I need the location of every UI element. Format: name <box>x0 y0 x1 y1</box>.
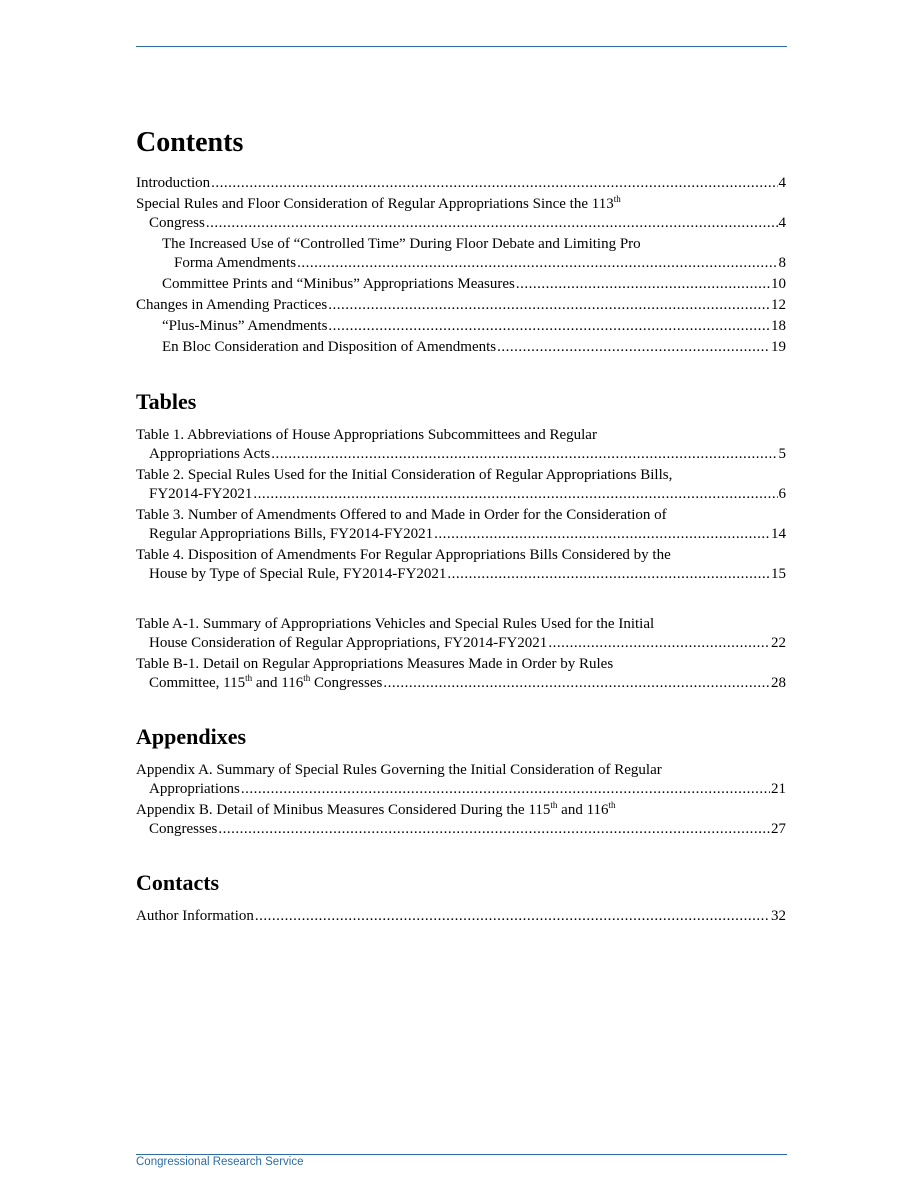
entry-page: 10 <box>771 276 786 292</box>
entry-page: 32 <box>771 908 786 924</box>
entry-title-cont: Forma Amendments <box>174 255 297 271</box>
title-part: Appendix B. Detail of Minibus Measures Considered During the 115 <box>136 802 551 818</box>
entry-title: Appendix A. Summary of Special Rules Governing the Initial Consideration of Regular <box>136 762 662 778</box>
contents-section <box>136 126 786 357</box>
entry-page: 5 <box>778 446 786 462</box>
entry-title-cont: Appropriations <box>149 781 240 797</box>
dot-leader <box>516 275 770 294</box>
entry-page: 28 <box>771 675 786 691</box>
dot-leader <box>211 174 777 193</box>
entry-title-cont: House Consideration of Regular Appropriations, FY2014-FY2021 <box>149 635 548 651</box>
entry-page: 8 <box>778 255 786 271</box>
entry-title: Table 3. Number of Amendments Offered to and Made in Order for the Consideration of <box>136 507 667 523</box>
entry-page: 15 <box>771 566 786 582</box>
footer-rule <box>136 1154 787 1155</box>
spacer <box>136 359 786 388</box>
dot-leader <box>218 820 770 839</box>
title-part: Committee, 115 <box>149 675 246 691</box>
entry-title-cont: Congress <box>149 215 205 231</box>
toc-entry-author-information[interactable] <box>136 907 786 926</box>
entry-title: Changes in Amending Practices <box>136 297 328 313</box>
dot-leader <box>241 780 770 799</box>
toc-entry-committee-prints[interactable] <box>136 275 786 294</box>
dot-leader <box>447 565 770 584</box>
superscript: th <box>613 194 621 204</box>
entry-title-cont: Regular Appropriations Bills, FY2014-FY2021 <box>149 526 434 542</box>
entry-page: 12 <box>771 297 786 313</box>
toc-entry-controlled-time[interactable] <box>136 235 786 273</box>
appendixes-section <box>136 723 786 839</box>
superscript: th <box>303 673 311 683</box>
entry-title: Table 4. Disposition of Amendments For Regular Appropriations Bills Considered by the <box>136 547 671 563</box>
appendixes-heading: Appendixes <box>136 724 247 749</box>
toc-entry-table-1[interactable] <box>136 426 786 464</box>
entry-page: 27 <box>771 821 786 837</box>
title-part: Congresses <box>310 675 383 691</box>
tables-section <box>136 388 786 693</box>
superscript: th <box>245 673 253 683</box>
toc-entry-amending-practices[interactable] <box>136 296 786 315</box>
contacts-section <box>136 869 786 926</box>
entry-page: 18 <box>771 318 786 334</box>
entry-title: Table 1. Abbreviations of House Appropriations Subcommittees and Regular <box>136 427 597 443</box>
entry-title: Committee Prints and “Minibus” Appropriations Measures <box>162 276 515 292</box>
tables-heading: Tables <box>136 389 197 414</box>
toc-entry-table-4[interactable] <box>136 546 786 584</box>
header-rule <box>136 46 787 47</box>
toc-entry-appendix-b[interactable] <box>136 801 786 839</box>
dot-leader <box>297 254 777 273</box>
entry-title-cont: Appropriations Acts <box>149 446 271 462</box>
entry-title: The Increased Use of “Controlled Time” During Floor Debate and Limiting Pro <box>162 236 641 252</box>
toc-entry-plus-minus[interactable] <box>136 317 786 336</box>
entry-page: 4 <box>778 175 786 191</box>
entry-page: 22 <box>771 635 786 651</box>
spacer <box>136 695 786 723</box>
entry-title <box>136 801 786 820</box>
toc-entry-table-b1[interactable] <box>136 655 786 693</box>
entry-title-cont: FY2014-FY2021 <box>149 486 253 502</box>
dot-leader <box>383 674 770 693</box>
dot-leader <box>497 338 770 357</box>
toc-entry-table-a1[interactable] <box>136 615 786 653</box>
table-of-contents <box>136 126 786 928</box>
entry-title: En Bloc Consideration and Disposition of Amendments <box>162 339 497 355</box>
contents-heading: Contents <box>136 127 244 158</box>
superscript: th <box>550 800 558 810</box>
title-part: and 116 <box>557 802 609 818</box>
dot-leader <box>206 214 778 233</box>
toc-entry-table-2[interactable] <box>136 466 786 504</box>
entry-page: 14 <box>771 526 786 542</box>
entry-page: 6 <box>778 486 786 502</box>
toc-entry-introduction[interactable] <box>136 174 786 193</box>
dot-leader <box>548 634 770 653</box>
toc-entry-en-bloc[interactable] <box>136 338 786 357</box>
toc-entry-special-rules[interactable] <box>136 195 786 233</box>
entry-title: Introduction <box>136 175 211 191</box>
dot-leader <box>434 525 770 544</box>
entry-title-cont: House by Type of Special Rule, FY2014-FY2021 <box>149 566 447 582</box>
entry-title-cont: Congresses <box>149 821 218 837</box>
title-part: and 116 <box>252 675 304 691</box>
dot-leader <box>328 296 770 315</box>
dot-leader <box>255 907 770 926</box>
entry-page: 19 <box>771 339 786 355</box>
entry-title: Table 2. Special Rules Used for the Initial Consideration of Regular Appropriations Bills, <box>136 467 673 483</box>
dot-leader <box>328 317 770 336</box>
dot-leader <box>271 445 777 464</box>
contacts-heading: Contacts <box>136 870 220 895</box>
entry-title: Author Information <box>136 908 254 924</box>
footer-label: Congressional Research Service <box>136 1156 304 1168</box>
dot-leader <box>253 485 777 504</box>
entry-page: 21 <box>771 781 786 797</box>
entry-page: 4 <box>778 215 786 231</box>
toc-entry-appendix-a[interactable] <box>136 761 786 799</box>
spacer <box>136 586 786 615</box>
toc-entry-table-3[interactable] <box>136 506 786 544</box>
entry-title: “Plus-Minus” Amendments <box>162 318 328 334</box>
entry-title: Table A-1. Summary of Appropriations Vehicles and Special Rules Used for the Initial <box>136 616 655 632</box>
entry-title: Special Rules and Floor Consideration of Regular Appropriations Since the 113 <box>136 196 614 212</box>
entry-title-cont <box>149 674 382 693</box>
spacer <box>136 841 786 869</box>
entry-title: Table B-1. Detail on Regular Appropriations Measures Made in Order by Rules <box>136 656 614 672</box>
superscript: th <box>608 800 616 810</box>
